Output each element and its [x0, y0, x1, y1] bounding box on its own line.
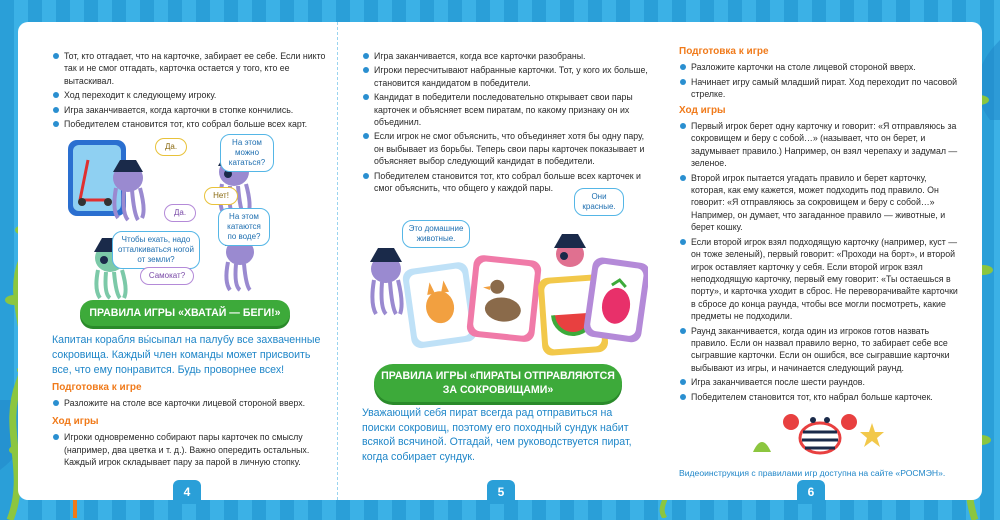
speech-bubble: Самокат?: [140, 267, 194, 285]
speech-bubble: Да.: [164, 204, 196, 222]
prep-heading: Подготовка к игре: [52, 382, 142, 393]
list-item: Если игрок не смог объяснить, что объединяет хотя бы одну пару, он выбывает из борьбы. Теперь свои пары карточек показывает и объясняет выбор следующий кандидат в победители.: [362, 130, 652, 167]
list-item: Игра заканчивается после шести раундов.: [679, 376, 959, 388]
speech-bubble: Да.: [155, 138, 187, 156]
speech-bubble: На этом можно кататься?: [220, 134, 274, 172]
list-item: Раунд заканчивается, когда один из игроков готов назвать правило. Если он назвал правило верно, то забирает себе все сыгравшие карточки. Если он ошибся, все сыгравшие карточки выбывают из игры, и начинается следующий раунд.: [679, 325, 959, 375]
list-item: Разложите на столе все карточки лицевой стороной вверх.: [52, 397, 328, 409]
page5-intro: Уважающий себя пират всегда рад отправиться на поиски сокровищ, поэтому его походный сундук набит всякой всячиной. Отгадай, чем руководствуется пират, когда собирает сундук.: [362, 407, 632, 463]
rules-title-pirates-treasure: ПРАВИЛА ИГРЫ «ПИРАТЫ ОТПРАВЛЯЮТСЯ ЗА СОКРОВИЩАМИ»: [374, 364, 622, 402]
page-number: 6: [797, 480, 825, 504]
page4-top-text: [52, 50, 327, 132]
list-item: Второй игрок пытается угадать правило и берет карточку, которая, как ему кажется, может подходить под правило. Он говорит: «Я отправляюсь за сокровищем и беру с собой…» Например, он думает, что загаданное правило — животные, и берет кошку.: [679, 172, 959, 234]
page4-intro: Капитан корабля вы́сыпал на палубу все захваченные сокровища. Каждый член команды может присвоить все, что ему понравится. Будь проворнее всех!: [52, 334, 321, 376]
list-item: Кандидат в победители последовательно открывает свои пары карточек и объясняет всем пиратам, по какому признаку он их объединил.: [362, 91, 652, 128]
speech-bubble: Они красные.: [574, 188, 624, 216]
speech-bubble: Чтобы ехать, надо отталкиваться ногой от земли?: [112, 231, 200, 269]
speech-bubble: Это домашние животные.: [402, 220, 470, 248]
rules-title-grab-run: ПРАВИЛА ИГРЫ «ХВАТАЙ — БЕГИ!»: [80, 300, 290, 326]
card-raspberry: [583, 256, 648, 343]
list-item: Разложите карточки на столе лицевой стороной вверх.: [679, 61, 959, 73]
video-footer: Видеоинструкция с правилами игр доступна на сайте «РОСМЭН».: [679, 468, 946, 478]
move-heading: Ход игры: [679, 104, 726, 116]
list-item: Победителем становится тот, кто собрал больше всех карточек и смог объяснить, что общего у каждой пары.: [362, 170, 652, 195]
list-item: Победителем становится тот, кто собрал больше всех карт.: [52, 118, 327, 130]
list-item: Игроки пересчитывают набранные карточки. Тот, у кого их больше, становится кандидатом в победители.: [362, 64, 652, 89]
octopus-icon: [370, 248, 402, 314]
move-heading: Ход игры: [52, 415, 99, 427]
speech-bubble: На этом катаются по воде?: [218, 208, 270, 246]
list-item: Игроки одновременно собирают пары карточек по смыслу (например, два цветка и т. д.). Важно опередить остальных. Каждый игрок складывает пару за парой в личную стопку.: [52, 431, 328, 468]
page4-rules: [52, 378, 328, 470]
list-item: Ход переходит к следующему игроку.: [52, 89, 327, 101]
crab-icon: [775, 408, 865, 458]
card-fox: [402, 261, 478, 349]
page-6: [663, 22, 982, 500]
shell-icon: [751, 436, 773, 454]
page6-rules: [679, 46, 959, 405]
list-item: Игра заканчивается, когда все карточки разобраны.: [362, 50, 652, 62]
octopus-icon: [554, 234, 586, 267]
list-item: Начинает игру самый младший пират. Ход переходит по часовой стрелке.: [679, 76, 959, 101]
page-5: [337, 22, 665, 500]
prep-heading: Подготовка к игре: [679, 46, 769, 57]
list-item: Игра заканчивается, когда карточки в стопке кончились.: [52, 104, 327, 116]
starfish-icon: [859, 422, 885, 448]
page-number: 4: [173, 480, 201, 504]
page-number: 5: [487, 480, 515, 504]
speech-bubble: Нет!: [204, 187, 238, 205]
card-duck: [466, 254, 542, 343]
list-item: Победителем становится тот, кто набрал больше карточек.: [679, 391, 959, 403]
page5-top-text: [362, 50, 652, 196]
page-4: [18, 22, 337, 500]
list-item: Первый игрок берет одну карточку и говорит: «Я отправляюсь за сокровищем и беру с собой…» (называет, что он берет, и задумывает правило.) Например, он взял черепаху и задумал — зеленое.: [679, 120, 959, 170]
list-item: Если второй игрок взял подходящую карточку (например, куст — он тоже зеленый), первый говорит: «Проходи на борт», и второй игрок оставляет карточку у себя. Если второй игрок взял неподходящую карточку, первый ему говорит: «Ты остаешься в порту», и карточка уходит в сброс. Не переворачивайте карточки в сбросе до конца раунда, чтобы все могли посмотреть, какие предметы не подходили.: [679, 236, 959, 323]
list-item: Тот, кто отгадает, что на карточке, забирает ее себе. Если никто так и не смог отгадать, карточка остается у того, кто ее вытаскивал.: [52, 50, 327, 87]
